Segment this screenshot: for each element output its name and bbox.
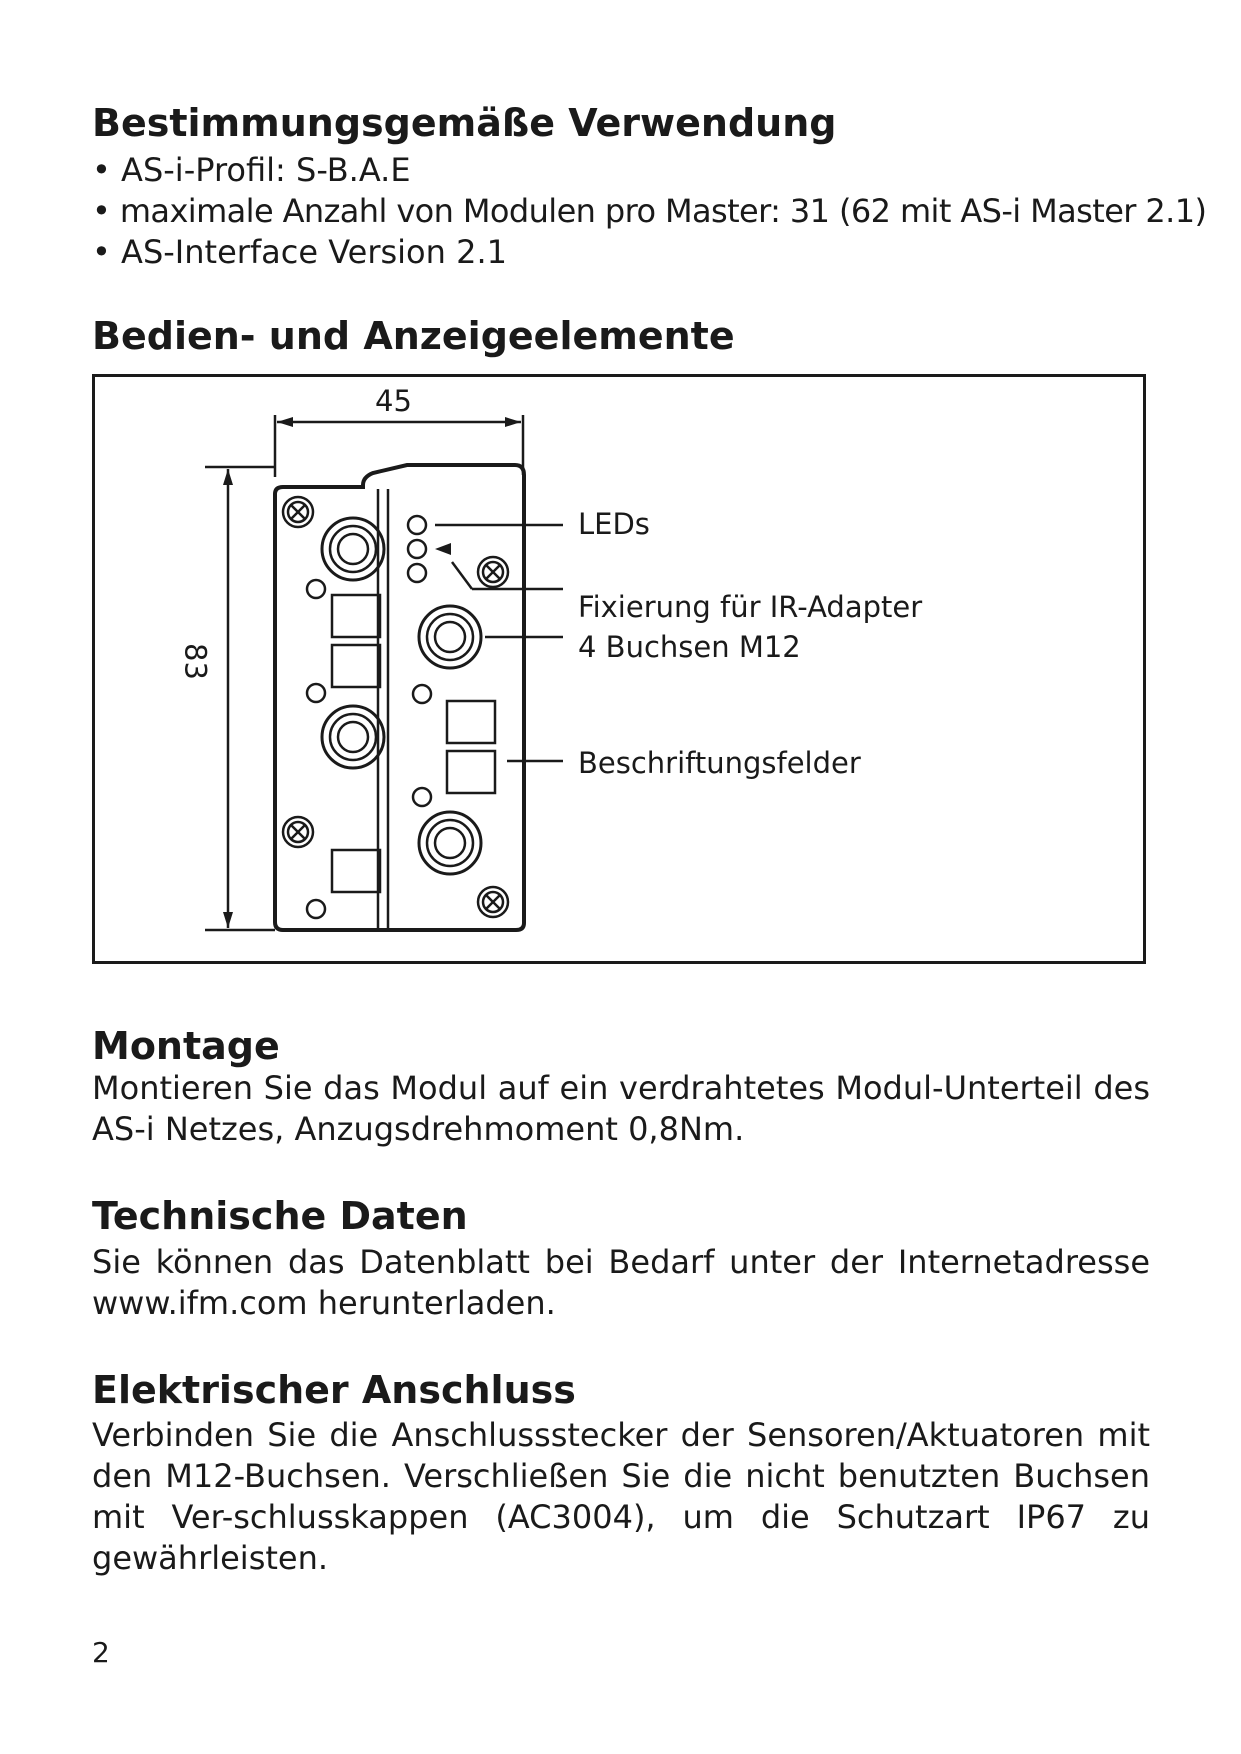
dimension-width-label: 45 (375, 384, 412, 418)
list-item: • maximale Anzahl von Modulen pro Master: 31 (62 mit AS-i Master 2.1) (92, 192, 1207, 230)
anschluss-text: Verbinden Sie die Anschlussstecker der Sensoren/Aktuatoren mit den M12-Buchsen. Verschließen Sie die nicht benutzten Buchsen mit Ver-schlusskappen (AC3004), um die Schutzart IP67 zu gewährleisten. (92, 1416, 1150, 1577)
list-item: • AS-Interface Version 2.1 (92, 233, 507, 271)
list-item: • AS-i-Profil: S-B.A.E (92, 151, 411, 189)
label-ir-adapter: Fixierung für IR-Adapter (578, 590, 923, 624)
module-diagram (92, 374, 1146, 964)
heading-elektrischer-anschluss: Elektrischer Anschluss (92, 1368, 576, 1412)
dimension-height-label: 83 (178, 643, 213, 680)
page-number: 2 (92, 1636, 110, 1669)
label-leds: LEDs (578, 507, 650, 541)
heading-bedien: Bedien- und Anzeigeelemente (92, 314, 735, 358)
module-drawing (95, 377, 1143, 961)
heading-verwendung: Bestimmungsgemäße Verwendung (92, 101, 837, 145)
technische-daten-text: Sie können das Datenblatt bei Bedarf unter der Internetadresse www.ifm.com herunterladen. (92, 1243, 1150, 1322)
label-buchsen: 4 Buchsen M12 (578, 630, 801, 664)
label-beschriftungsfelder: Beschriftungsfelder (578, 746, 861, 780)
heading-montage: Montage (92, 1024, 280, 1068)
heading-technische-daten: Technische Daten (92, 1194, 468, 1238)
montage-text: Montieren Sie das Modul auf ein verdrahtetes Modul-Unterteil des AS-i Netzes, Anzugsdrehmoment 0,8Nm. (92, 1069, 1150, 1148)
verwendung-bullet-list (92, 150, 1206, 273)
